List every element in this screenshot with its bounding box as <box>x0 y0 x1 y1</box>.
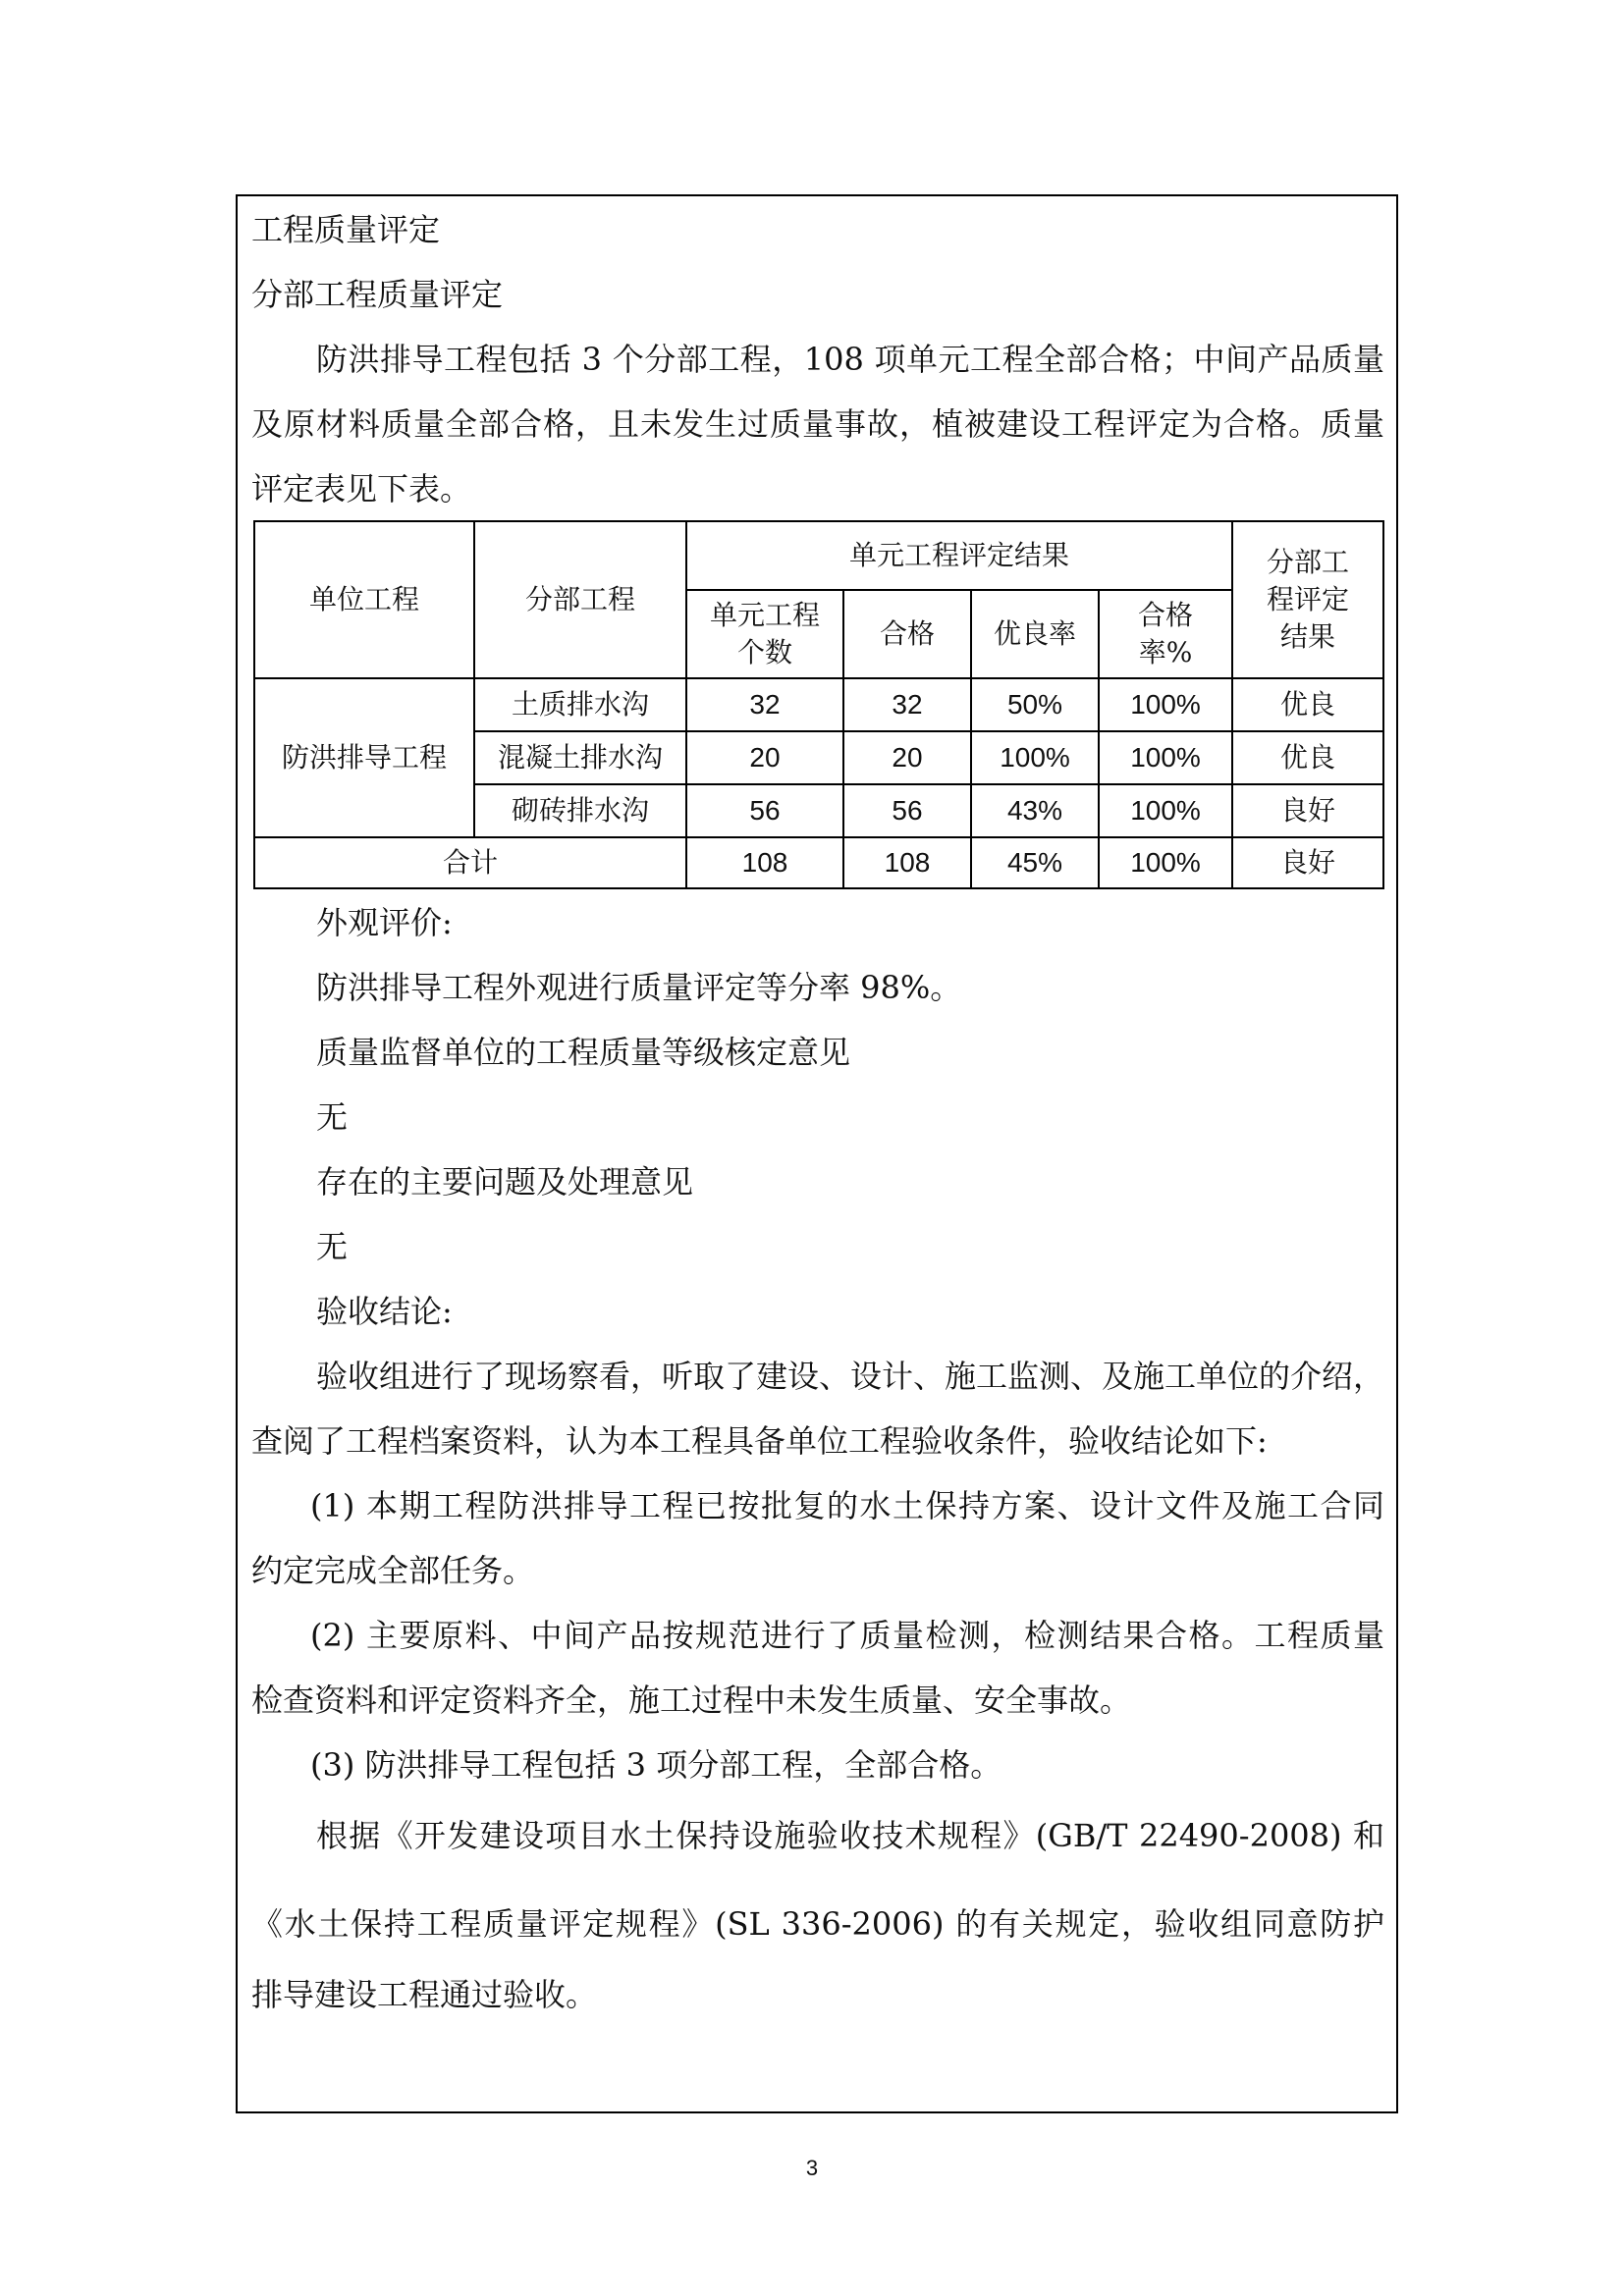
basis-line-1: 根据《开发建设项目水土保持设施验收技术规程》(GB/T 22490-2008) 和 <box>316 1817 1384 1854</box>
header-count <box>686 590 843 678</box>
header-count-text: 单元工程个数 <box>709 599 820 668</box>
page-number: 3 <box>805 2156 819 2180</box>
table-total-row <box>254 837 1383 888</box>
header-unit-project: 单位工程 <box>254 521 474 678</box>
issues-label: 存在的主要问题及处理意见 <box>316 1163 694 1201</box>
row-qualified: 20 <box>843 731 971 784</box>
row-excellent: 43% <box>971 784 1099 837</box>
row-qualified: 32 <box>843 678 971 731</box>
header-sub-result <box>1232 521 1383 678</box>
row-count: 32 <box>686 678 843 731</box>
basis-line-2: 《水土保持工程质量评定规程》(SL 336-2006) 的有关规定，验收组同意防护 <box>251 1905 1384 1943</box>
row-result: 优良 <box>1232 731 1383 784</box>
table-row <box>254 678 1383 731</box>
conclusion-item-1-line-2: 约定完成全部任务。 <box>251 1552 535 1589</box>
row-excellent: 100% <box>971 731 1099 784</box>
issues-text: 无 <box>316 1228 349 1265</box>
appearance-text: 防洪排导工程外观进行质量评定等分率 98%。 <box>316 969 962 1006</box>
total-excellent: 45% <box>971 837 1099 888</box>
total-label: 合计 <box>254 837 686 888</box>
header-pass-rate-text: 合格率% <box>1137 599 1193 668</box>
total-pass: 100% <box>1099 837 1232 888</box>
row-result: 良好 <box>1232 784 1383 837</box>
conclusion-line-2: 查阅了工程档案资料，认为本工程具备单位工程验收条件，验收结论如下: <box>251 1422 1268 1460</box>
section-heading-quality: 工程质量评定 <box>251 211 441 248</box>
conclusion-item-2-line-2: 检查资料和评定资料齐全，施工过程中未发生质量、安全事故。 <box>251 1682 1132 1719</box>
conclusion-item-3: (3) 防洪排导工程包括 3 项分部工程，全部合格。 <box>310 1746 1002 1784</box>
header-excellent-rate: 优良率 <box>971 590 1099 678</box>
conclusion-line-1: 验收组进行了现场察看，听取了建设、设计、施工监测、及施工单位的介绍， <box>316 1358 1385 1395</box>
total-qualified: 108 <box>843 837 971 888</box>
basis-line-3: 排导建设工程通过验收。 <box>251 1976 598 2013</box>
intro-line-3: 评定表见下表。 <box>251 470 472 507</box>
intro-line-1: 防洪排导工程包括 3 个分部工程，108 项单元工程全部合格；中间产品质量 <box>316 341 1384 378</box>
conclusion-item-2-line-1: (2) 主要原料、中间产品按规范进行了质量检测，检测结果合格。工程质量 <box>310 1617 1384 1654</box>
conclusion-item-1-line-1: (1) 本期工程防洪排导工程已按批复的水土保持方案、设计文件及施工合同 <box>310 1487 1384 1524</box>
row-count: 20 <box>686 731 843 784</box>
row-qualified: 56 <box>843 784 971 837</box>
header-sub-result-text: 分部工程评定结果 <box>1267 546 1350 653</box>
row-result: 优良 <box>1232 678 1383 731</box>
row-pass: 100% <box>1099 784 1232 837</box>
intro-line-2: 及原材料质量全部合格，且未发生过质量事故，植被建设工程评定为合格。质量 <box>251 405 1384 443</box>
conclusion-label: 验收结论: <box>316 1293 453 1330</box>
header-pass-rate <box>1099 590 1232 678</box>
header-sub-project: 分部工程 <box>474 521 686 678</box>
row-count: 56 <box>686 784 843 837</box>
row-name: 砌砖排水沟 <box>474 784 686 837</box>
supervision-text: 无 <box>316 1098 349 1136</box>
row-pass: 100% <box>1099 731 1232 784</box>
header-unit-result: 单元工程评定结果 <box>686 521 1232 590</box>
quality-table <box>253 520 1384 889</box>
total-result: 良好 <box>1232 837 1383 888</box>
supervision-label: 质量监督单位的工程质量等级核定意见 <box>316 1034 851 1071</box>
row-name: 混凝土排水沟 <box>474 731 686 784</box>
section-heading-sub-quality: 分部工程质量评定 <box>251 276 504 313</box>
row-name: 土质排水沟 <box>474 678 686 731</box>
row-excellent: 50% <box>971 678 1099 731</box>
unit-name-cell: 防洪排导工程 <box>254 678 474 837</box>
appearance-label: 外观评价: <box>316 904 453 941</box>
total-count: 108 <box>686 837 843 888</box>
header-qualified: 合格 <box>843 590 971 678</box>
row-pass: 100% <box>1099 678 1232 731</box>
